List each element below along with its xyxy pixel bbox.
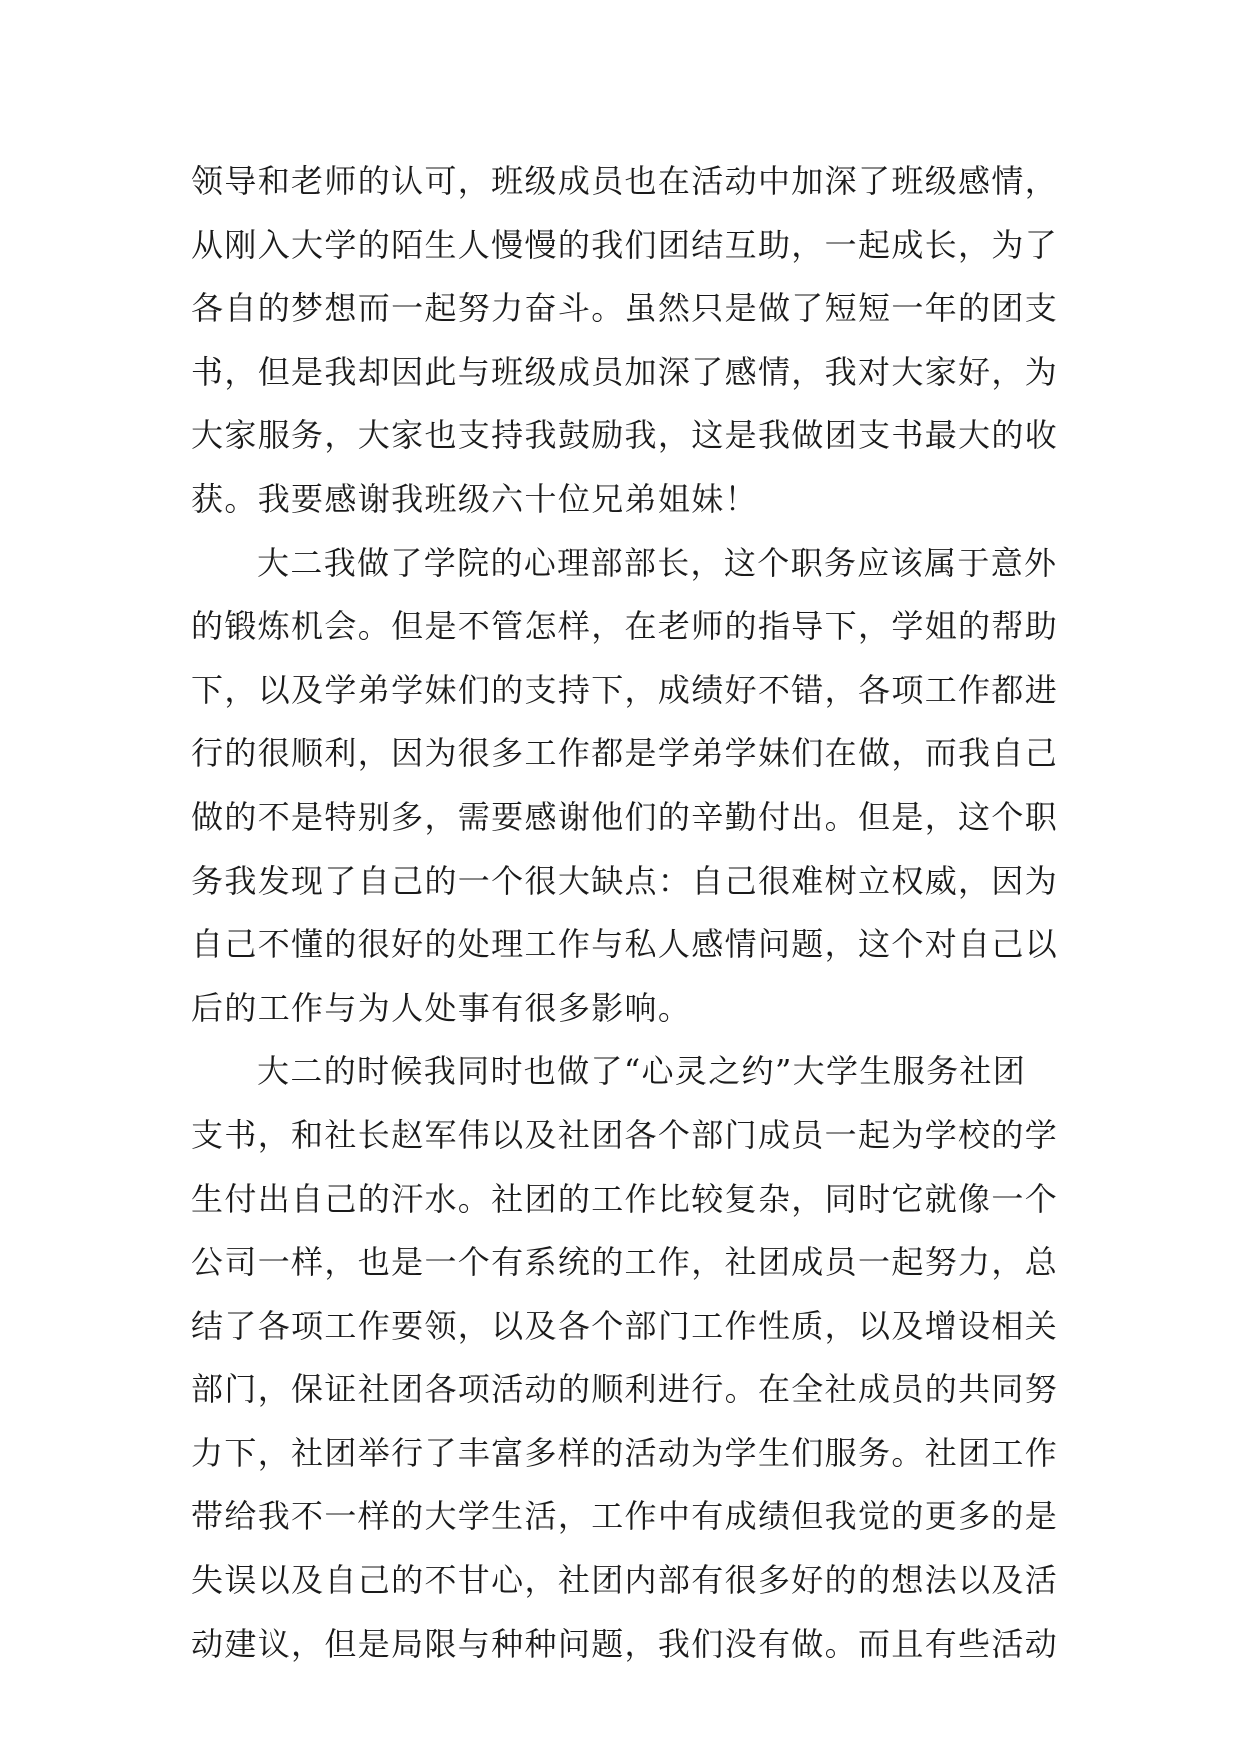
text-line: 力下，社团举行了丰富多样的活动为学生们服务。社团工作 <box>191 1433 1059 1472</box>
text-line: 自己不懂的很好的处理工作与私人感情问题，这个对自己以 <box>191 925 1059 964</box>
text-line: 生付出自己的汗水。社团的工作比较复杂，同时它就像一个 <box>191 1179 1059 1218</box>
text-line: 大家服务，大家也支持我鼓励我，这是我做团支书最大的收 <box>191 416 1059 455</box>
text-line: 后的工作与为人处事有很多影响。 <box>191 988 692 1027</box>
text-line: 支书，和社长赵军伟以及社团各个部门成员一起为学校的学 <box>191 1115 1059 1154</box>
text-line: 书，但是我却因此与班级成员加深了感情，我对大家好，为 <box>191 352 1059 391</box>
text-line: 下，以及学弟学妹们的支持下，成绩好不错，各项工作都进 <box>191 670 1059 709</box>
text-line: 领导和老师的认可，班级成员也在活动中加深了班级感情， <box>191 162 1059 200</box>
text-line: 务我发现了自己的一个很大缺点：自己很难树立权威，因为 <box>191 861 1059 900</box>
text-line: 从刚入大学的陌生人慢慢的我们团结互助，一起成长，为了 <box>191 225 1059 264</box>
text-line: 带给我不一样的大学生活，工作中有成绩但我觉的更多的是 <box>191 1497 1059 1536</box>
text-line: 公司一样，也是一个有系统的工作，社团成员一起努力，总 <box>191 1243 1059 1282</box>
text-line: 结了各项工作要领，以及各个部门工作性质，以及增设相关 <box>191 1306 1059 1345</box>
text-line: 做的不是特别多，需要感谢他们的辛勤付出。但是，这个职 <box>191 797 1059 836</box>
paragraph-first-line: 大二我做了学院的心理部部长，这个职务应该属于意外 <box>257 543 1058 582</box>
text-line: 的锻炼机会。但是不管怎样，在老师的指导下，学姐的帮助 <box>191 607 1059 646</box>
text-line: 失误以及自己的不甘心，社团内部有很多好的的想法以及活 <box>191 1561 1059 1600</box>
text-line: 动建议，但是局限与种种问题，我们没有做。而且有些活动 <box>191 1624 1059 1663</box>
body-text <box>191 158 1059 1684</box>
text-line: 获。我要感谢我班级六十位兄弟姐妹！ <box>191 479 758 518</box>
paragraph-first-line: 大二的时候我同时也做了“心灵之约”大学生服务社团 <box>257 1052 1027 1091</box>
text-line: 部门，保证社团各项活动的顺利进行。在全社成员的共同努 <box>191 1370 1059 1409</box>
text-line: 行的很顺利，因为很多工作都是学弟学妹们在做，而我自己 <box>191 734 1059 773</box>
text-line: 各自的梦想而一起努力奋斗。虽然只是做了短短一年的团支 <box>191 289 1059 328</box>
